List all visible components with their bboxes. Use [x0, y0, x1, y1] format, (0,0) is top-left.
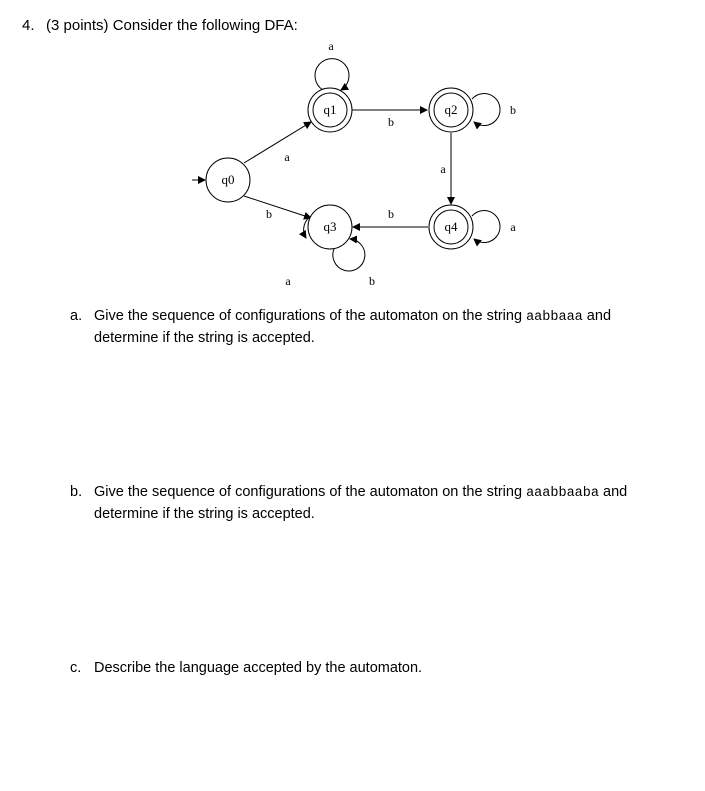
state-q1-label: q1 — [323, 102, 337, 117]
edge-label-q2-q4: a — [440, 162, 446, 176]
edge-label-q0-q1: a — [284, 150, 290, 164]
question-b-text — [94, 482, 670, 525]
question-a-text — [94, 306, 670, 349]
edge-label-q3-loop-b: b — [369, 274, 375, 288]
question-c — [70, 658, 670, 679]
edge-label-q4-q3: b — [388, 207, 394, 221]
edge-q0-q3 — [244, 196, 311, 218]
problem-number: 4. — [22, 17, 35, 34]
state-q3-label: q3 — [323, 219, 337, 234]
state-q2-label: q2 — [444, 102, 458, 117]
problem-title: (3 points) Consider the following DFA: — [46, 17, 298, 34]
question-b-string: aaabbaaba — [526, 486, 599, 501]
question-b — [70, 482, 670, 525]
question-a-string: aabbaaa — [526, 310, 583, 325]
loop-q2 — [472, 94, 500, 126]
state-q4-label: q4 — [444, 219, 458, 234]
edge-label-q4-loop: a — [510, 220, 516, 234]
question-c-letter: c. — [70, 660, 82, 676]
dfa-diagram — [0, 0, 705, 300]
edge-label-q1-q2: b — [388, 115, 394, 129]
question-a-letter: a. — [70, 308, 83, 324]
question-b-prefix: Give the sequence of configurations of the automaton on the string — [94, 484, 527, 500]
question-a — [70, 306, 670, 349]
edge-label-q3-loop-a: a — [285, 274, 291, 288]
question-b-suffix: and determine if the string is accepted. — [94, 484, 628, 522]
loop-q4 — [472, 211, 500, 243]
state-q0-label: q0 — [221, 172, 235, 187]
question-c-text: Describe the language accepted by the automaton. — [94, 660, 423, 676]
edge-label-q0-q3: b — [266, 207, 272, 221]
loop-q1 — [315, 59, 349, 90]
question-a-prefix: Give the sequence of configurations of the automaton on the string — [94, 308, 527, 324]
edge-q0-q1 — [244, 122, 311, 163]
question-a-suffix: and determine if the string is accepted. — [94, 308, 612, 346]
edge-label-q2-loop: b — [510, 103, 516, 117]
edge-label-q1-loop: a — [328, 39, 334, 53]
question-b-letter: b. — [70, 484, 83, 500]
